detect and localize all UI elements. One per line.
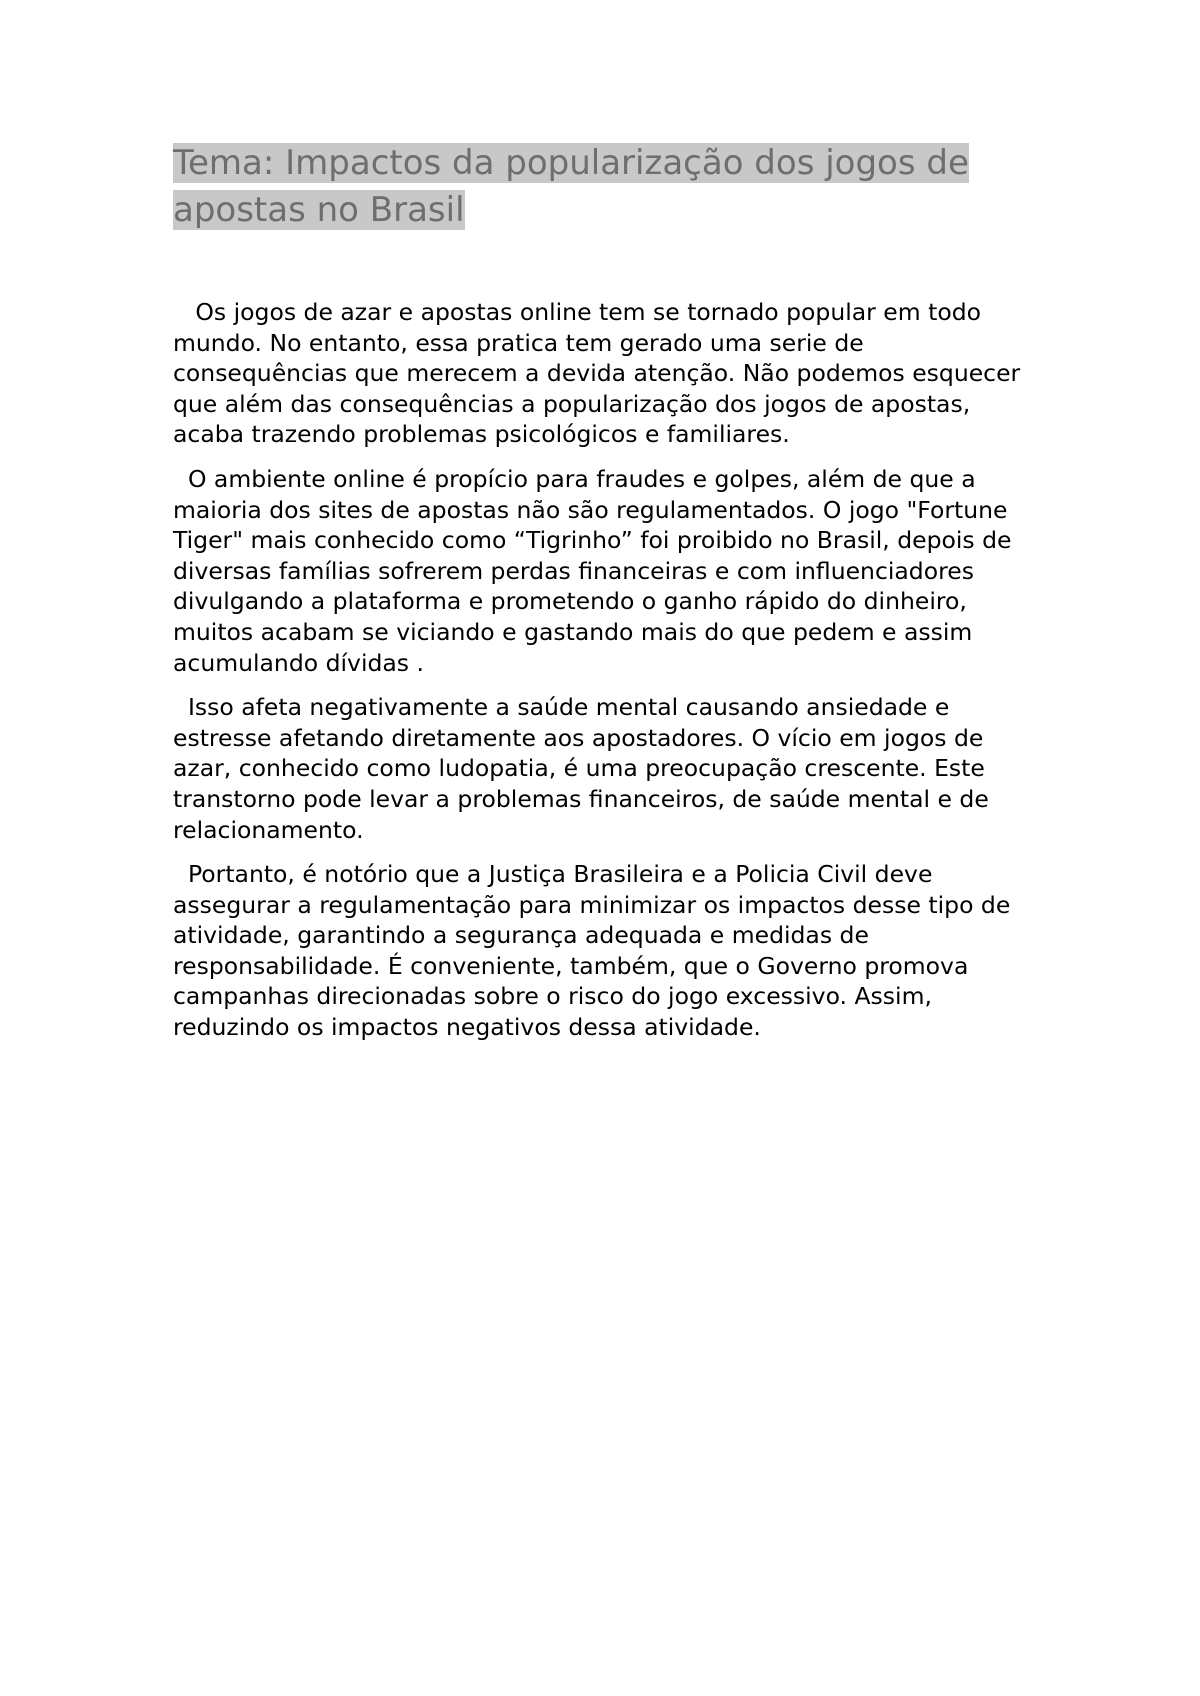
document-body (173, 297, 1045, 1057)
paragraph-4: Portanto, é notório que a Justiça Brasileira e a Policia Civil deve assegurar a regulamentação para minimizar os impactos desse tipo de atividade, garantindo a segurança adequada e medidas de responsabilidade. É conveniente, também, que o Governo promova campanhas direcionadas sobre o risco do jogo excessivo. Assim, reduzindo os impactos negativos dessa atividade. (173, 860, 1018, 1042)
paragraph-1: Os jogos de azar e apostas online tem se tornado popular em todo mundo. No entanto, essa pratica tem gerado uma serie de consequências que merecem a devida atenção. Não podemos esquecer que além das consequências a popularização dos jogos de apostas, acaba trazendo problemas psicológicos e familiares. (173, 298, 1028, 449)
paragraph-3: Isso afeta negativamente a saúde mental causando ansiedade e estresse afetando diretamente aos apostadores. O vício em jogos de azar, conhecido como ludopatia, é uma preocupação crescente. Este transtorno pode levar a problemas financeiros, de saúde mental e de relacionamento. (173, 693, 997, 844)
paragraph-2: O ambiente online é propício para fraudes e golpes, além de que a maioria dos sites de apostas não são regulamentados. O jogo "Fortune Tiger" mais conhecido como “Tigrinho” foi proibido no Brasil, depois de diversas famílias sofrerem perdas financeiras e com influenciadores divulgando a plataforma e prometendo o ganho rápido do dinheiro, muitos acabam se viciando e gastando mais do que pedem e assim acumulando dívidas . (173, 464, 1019, 677)
document-title (173, 140, 1053, 234)
document-title-text: Tema: Impactos da popularização dos jogos de apostas no Brasil (173, 143, 969, 230)
